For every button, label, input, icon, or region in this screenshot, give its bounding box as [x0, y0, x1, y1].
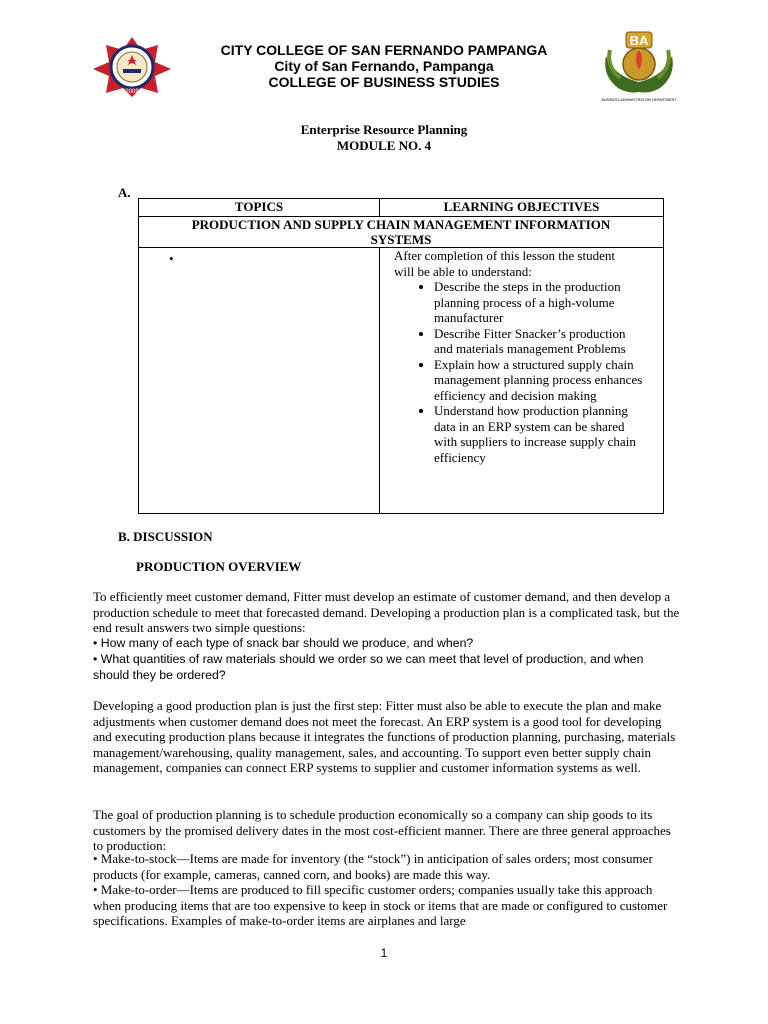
make-to-stock-item: • Make-to-stock—Items are made for inventory (the “stock”) in anticipation of sales orders; most consumer products (for example, cameras, canned corn, and books) are made this way. [93, 851, 653, 882]
paragraph-erp: Developing a good production plan is just the first step: Fitter must also be able to execute the plan and make adjustments when customer demand does not meet the forecast. An ERP system is a good tool for developing and executing production plans because it integrates the functions of production planning, purchasing, materials management/warehousing, quality management, sales, and accounting. To support even better supply chain management, companies can connect ERP systems to supplier and customer information systems as well. [93, 698, 676, 776]
objectives-header: LEARNING OBJECTIVES [380, 199, 664, 217]
objective-item: • Describe the steps in the production planning process of a high-volume manufacturer [434, 279, 663, 326]
college-city: City of San Fernando, Pampanga [274, 58, 494, 74]
discussion-heading: B. DISCUSSION [118, 529, 213, 544]
module-number: MODULE NO. 4 [336, 138, 432, 153]
objective-item: • Understand how production planning data in an ERP system can be shared with suppliers to increase supply chain efficiency [434, 403, 663, 465]
svg-text:BA: BA [629, 33, 649, 48]
production-overview-heading: PRODUCTION OVERVIEW [136, 559, 302, 574]
objectives-table [138, 198, 664, 514]
section-a-marker: A. [118, 185, 131, 200]
objectives-intro [394, 248, 663, 279]
objective-item: • Describe Fitter Snacker’s production and materials management Problems [434, 326, 663, 357]
objectives-list [394, 279, 663, 465]
objectives-cell [380, 248, 664, 514]
topic-bullet: • [169, 251, 174, 266]
objectives-intro-line: After completion of this lesson the student [394, 248, 615, 263]
question-raw-materials: • What quantities of raw materials should we order so we can meet that level of production, and when should they be ordered? [93, 652, 644, 682]
topics-cell [139, 248, 380, 514]
question-snack-bars: • How many of each type of snack bar should we produce, and when? [93, 636, 474, 650]
topic-title-row: PRODUCTION AND SUPPLY CHAIN MANAGEMENT INFORMATION SYSTEMS [139, 217, 664, 248]
svg-text:BUSINESS ADMINISTRATION DEPART: BUSINESS ADMINISTRATION DEPARTMENT [601, 98, 677, 102]
objectives-intro-line: will be able to understand: [394, 263, 532, 279]
paragraph-goal: The goal of production planning is to schedule production economically so a company can ship goods to its customers by the promised delivery dates in the most cost-efficient manner. There are three general approaches to production: [93, 807, 671, 854]
page-number: 1 [380, 946, 388, 960]
topics-header: TOPICS [139, 199, 380, 217]
objective-item: • Explain how a structured supply chain management planning process enhances efficiency and decision making [434, 357, 663, 404]
paragraph-demand: To efficiently meet customer demand, Fitter must develop an estimate of customer demand, and then develop a production schedule to meet that forecasted demand. Developing a production plan is a complicated task, but the end result answers two simple questions: [93, 589, 680, 636]
college-name: CITY COLLEGE OF SAN FERNANDO PAMPANGA [220, 42, 548, 58]
college-department: COLLEGE OF BUSINESS STUDIES [268, 74, 500, 90]
make-to-order-item: • Make-to-order—Items are produced to fill specific customer orders; companies usually take this approach when producing items that are too expensive to keep in stock or items that are made or configured to customer specifications. Examples of make-to-order items are airplanes and large [93, 882, 668, 929]
subject-title: Enterprise Resource Planning [300, 122, 468, 137]
svg-text:2009: 2009 [125, 89, 139, 95]
